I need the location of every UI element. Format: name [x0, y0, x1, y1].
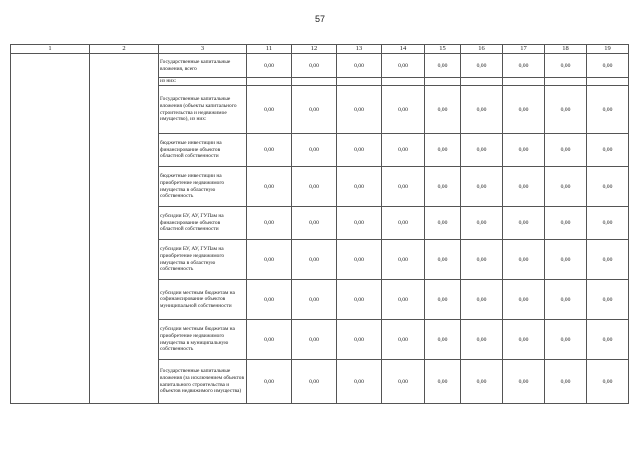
column-header: 14 [382, 45, 425, 54]
value-cell: 0,00 [425, 86, 461, 134]
column-header: 2 [90, 45, 159, 54]
value-cell [587, 78, 629, 86]
value-cell: 0,00 [292, 86, 337, 134]
value-cell: 0,00 [587, 54, 629, 78]
value-cell: 0,00 [425, 167, 461, 207]
value-cell: 0,00 [337, 167, 382, 207]
row-label: бюджетные инвестиции на приобретение недвижимого имущества в областную собственность [159, 167, 247, 207]
value-cell: 0,00 [503, 86, 545, 134]
value-cell: 0,00 [247, 280, 292, 320]
value-cell: 0,00 [461, 320, 503, 360]
value-cell: 0,00 [382, 240, 425, 280]
value-cell: 0,00 [337, 54, 382, 78]
value-cell: 0,00 [503, 54, 545, 78]
row-label: Государственные капитальные вложения, всего [159, 54, 247, 78]
page-number: 57 [314, 14, 325, 24]
value-cell: 0,00 [461, 240, 503, 280]
value-cell: 0,00 [337, 360, 382, 404]
column-1-cell [11, 54, 90, 404]
value-cell: 0,00 [503, 167, 545, 207]
column-header: 1 [11, 45, 90, 54]
value-cell: 0,00 [382, 207, 425, 240]
row-label: Государственные капитальные вложения (за исключением объектов капитального строительства и объектов недвижимого имущества) [159, 360, 247, 404]
value-cell [461, 78, 503, 86]
value-cell: 0,00 [425, 240, 461, 280]
value-cell: 0,00 [503, 240, 545, 280]
column-header: 3 [159, 45, 247, 54]
value-cell: 0,00 [545, 320, 587, 360]
value-cell: 0,00 [247, 360, 292, 404]
value-cell: 0,00 [247, 320, 292, 360]
value-cell: 0,00 [587, 167, 629, 207]
value-cell: 0,00 [587, 134, 629, 167]
value-cell: 0,00 [425, 134, 461, 167]
value-cell: 0,00 [461, 134, 503, 167]
column-header: 18 [545, 45, 587, 54]
value-cell: 0,00 [461, 360, 503, 404]
value-cell: 0,00 [587, 280, 629, 320]
value-cell: 0,00 [545, 207, 587, 240]
value-cell: 0,00 [247, 167, 292, 207]
value-cell: 0,00 [425, 320, 461, 360]
value-cell: 0,00 [292, 240, 337, 280]
header-row [11, 45, 629, 54]
value-cell: 0,00 [425, 54, 461, 78]
value-cell: 0,00 [545, 86, 587, 134]
budget-table [10, 44, 629, 404]
value-cell [503, 78, 545, 86]
value-cell: 0,00 [337, 134, 382, 167]
row-label: Государственные капитальные вложения (объекты капитального строительства и недвижимое имущество), из них: [159, 86, 247, 134]
value-cell: 0,00 [292, 320, 337, 360]
value-cell: 0,00 [461, 86, 503, 134]
value-cell: 0,00 [382, 134, 425, 167]
value-cell: 0,00 [587, 360, 629, 404]
column-header: 17 [503, 45, 545, 54]
value-cell: 0,00 [247, 86, 292, 134]
value-cell: 0,00 [382, 167, 425, 207]
value-cell [247, 78, 292, 86]
value-cell: 0,00 [292, 360, 337, 404]
value-cell: 0,00 [247, 207, 292, 240]
value-cell: 0,00 [461, 54, 503, 78]
value-cell: 0,00 [503, 280, 545, 320]
row-label: субсидии местным бюджетам на софинансирование объектов муниципальной собственности [159, 280, 247, 320]
value-cell: 0,00 [503, 320, 545, 360]
value-cell: 0,00 [461, 280, 503, 320]
column-2-cell [90, 54, 159, 404]
value-cell: 0,00 [545, 167, 587, 207]
value-cell: 0,00 [337, 207, 382, 240]
row-label: субсидии местным бюджетам на приобретение недвижимого имущества в муниципальную собственность [159, 320, 247, 360]
value-cell: 0,00 [503, 360, 545, 404]
row-label: субсидии БУ, АУ, ГУПам на приобретение недвижимого имущества в областную собственность [159, 240, 247, 280]
column-header: 16 [461, 45, 503, 54]
value-cell: 0,00 [461, 207, 503, 240]
value-cell: 0,00 [382, 320, 425, 360]
value-cell: 0,00 [587, 86, 629, 134]
value-cell: 0,00 [545, 134, 587, 167]
value-cell: 0,00 [337, 320, 382, 360]
value-cell [337, 78, 382, 86]
value-cell: 0,00 [425, 207, 461, 240]
row-label: субсидии БУ, АУ, ГУПам на финансирование объектов областной собственности [159, 207, 247, 240]
value-cell: 0,00 [587, 320, 629, 360]
value-cell: 0,00 [503, 207, 545, 240]
row-label: бюджетные инвестиции на финансирование объектов областной собственности [159, 134, 247, 167]
value-cell [545, 78, 587, 86]
value-cell [292, 78, 337, 86]
value-cell: 0,00 [382, 54, 425, 78]
value-cell: 0,00 [382, 86, 425, 134]
column-header: 19 [587, 45, 629, 54]
value-cell: 0,00 [247, 54, 292, 78]
value-cell: 0,00 [292, 280, 337, 320]
value-cell: 0,00 [503, 134, 545, 167]
column-header: 12 [292, 45, 337, 54]
value-cell: 0,00 [425, 360, 461, 404]
value-cell: 0,00 [337, 240, 382, 280]
value-cell: 0,00 [337, 86, 382, 134]
value-cell [382, 78, 425, 86]
value-cell: 0,00 [337, 280, 382, 320]
value-cell: 0,00 [425, 280, 461, 320]
value-cell: 0,00 [382, 280, 425, 320]
value-cell: 0,00 [247, 134, 292, 167]
value-cell: 0,00 [545, 240, 587, 280]
column-header: 13 [337, 45, 382, 54]
value-cell: 0,00 [545, 280, 587, 320]
row-label: из них: [159, 78, 247, 86]
value-cell: 0,00 [545, 360, 587, 404]
value-cell: 0,00 [292, 134, 337, 167]
table-row [11, 54, 629, 78]
value-cell: 0,00 [292, 207, 337, 240]
value-cell: 0,00 [587, 207, 629, 240]
value-cell: 0,00 [247, 240, 292, 280]
value-cell: 0,00 [587, 240, 629, 280]
value-cell: 0,00 [545, 54, 587, 78]
value-cell [425, 78, 461, 86]
value-cell: 0,00 [382, 360, 425, 404]
value-cell: 0,00 [292, 167, 337, 207]
value-cell: 0,00 [461, 167, 503, 207]
value-cell: 0,00 [292, 54, 337, 78]
column-header: 11 [247, 45, 292, 54]
column-header: 15 [425, 45, 461, 54]
